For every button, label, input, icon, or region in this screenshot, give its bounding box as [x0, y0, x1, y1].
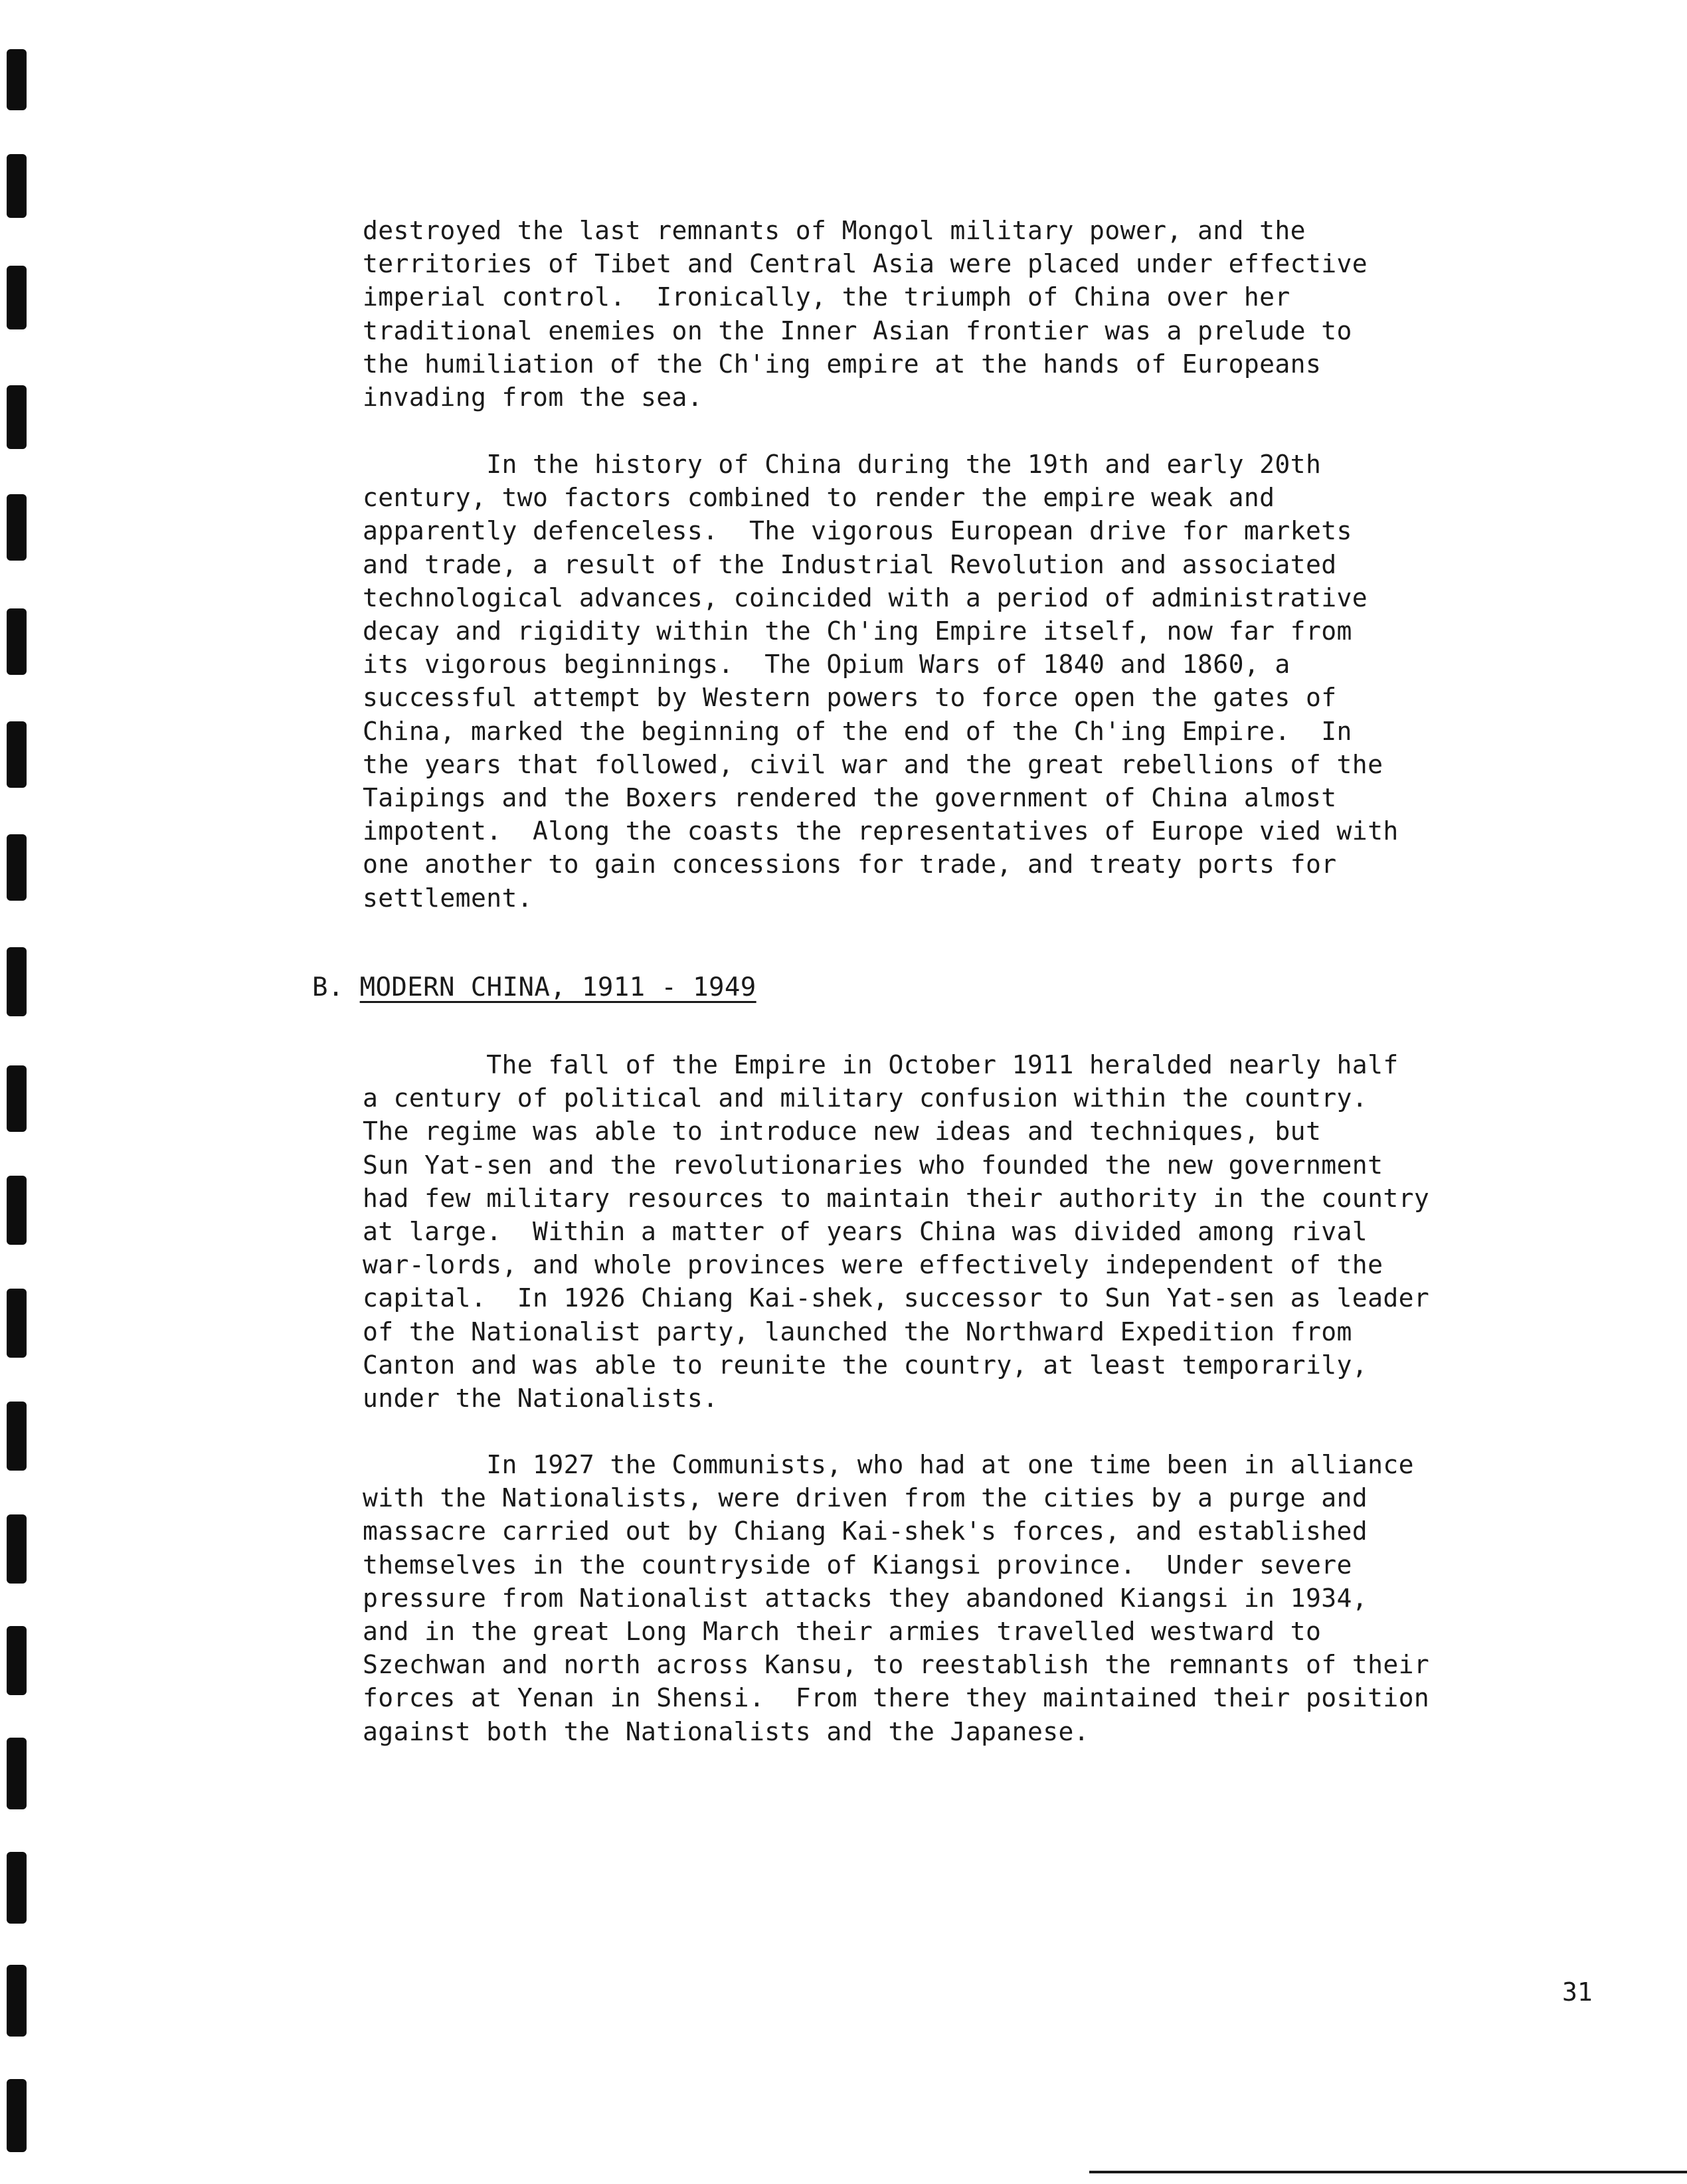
- binding-mark: [7, 49, 27, 110]
- page-number: 31: [1562, 1977, 1593, 2007]
- binding-mark: [7, 1738, 27, 1809]
- paragraph-19th-century: In the history of China during the 19th and early 20th century, two factors combined to render the empire weak and apparently defenceless. The vigorous European drive for markets and trade, a result of the Industrial Revolution and associated technological advances, coincided with a period of administrative decay and rigidity within the Ch'ing Empire itself, now far from its vigorous beginnings. The Opium Wars of 1840 and 1860, a successful attempt by Western powers to force open the gates of China, marked the beginning of the end of the Ch'ing Empire. In the years that followed, civil war and the great rebellions of the Taipings and the Boxers rendered the government of China almost impotent. Along the coasts the representatives of Europe vied with one another to gain concessions for trade, and treaty ports for settlement.: [363, 450, 1399, 913]
- binding-mark: [7, 1402, 27, 1471]
- binding-mark: [7, 1289, 27, 1358]
- binding-mark: [7, 608, 27, 675]
- bottom-rule: [1089, 2171, 1687, 2173]
- binding-mark: [7, 1514, 27, 1584]
- binding-mark: [7, 266, 27, 329]
- binding-mark: [7, 1176, 27, 1245]
- section-heading: [312, 971, 756, 1004]
- section-marker: B.: [312, 972, 360, 1002]
- binding-mark: [7, 721, 27, 788]
- binding-mark: [7, 154, 27, 218]
- binding-mark: [7, 947, 27, 1016]
- binding-mark: [7, 2079, 27, 2152]
- section-title: MODERN CHINA, 1911 - 1949: [359, 972, 756, 1002]
- binding-mark: [7, 834, 27, 901]
- binding-mark: [7, 385, 27, 449]
- binding-mark: [7, 1965, 27, 2037]
- binding-mark: [7, 1626, 27, 1695]
- binding-mark: [7, 494, 27, 561]
- binding-mark: [7, 1065, 27, 1132]
- paragraph-mongol-power: destroyed the last remnants of Mongol military power, and the territories of Tibet and Central Asia were placed under effective imperial control. Ironically, the triumph of China over her traditional enemies on the Inner Asian frontier was a prelude to the humiliation of the Ch'ing empire at the hands of Europeans invading from the sea.: [363, 216, 1368, 412]
- binding-mark: [7, 1852, 27, 1924]
- paragraph-communists: In 1927 the Communists, who had at one time been in alliance with the Nationalists, were driven from the cities by a purge and massacre carried out by Chiang Kai-shek's forces, and established themselves in the countryside of Kiangsi province. Under severe pressure from Nationalist attacks they abandoned Kiangsi in 1934, and in the great Long March their armies travelled westward to Szechwan and north across Kansu, to reestablish the remnants of their forces at Yenan in Shensi. From there they maintained their position against both the Nationalists and the Japanese.: [363, 1450, 1430, 1746]
- paragraph-fall-of-empire: The fall of the Empire in October 1911 heralded nearly half a century of political and military confusion within the country. The regime was able to introduce new ideas and techniques, but Sun Yat-sen and the revolutionaries who founded the new government had few military resources to maintain their authority in the country at large. Within a matter of years China was divided among rival war-lords, and whole provinces were effectively independent of the capital. In 1926 Chiang Kai-shek, successor to Sun Yat-sen as leader of the Nationalist party, launched the Northward Expedition from Canton and was able to reunite the country, at least temporarily, under the Nationalists.: [363, 1050, 1430, 1413]
